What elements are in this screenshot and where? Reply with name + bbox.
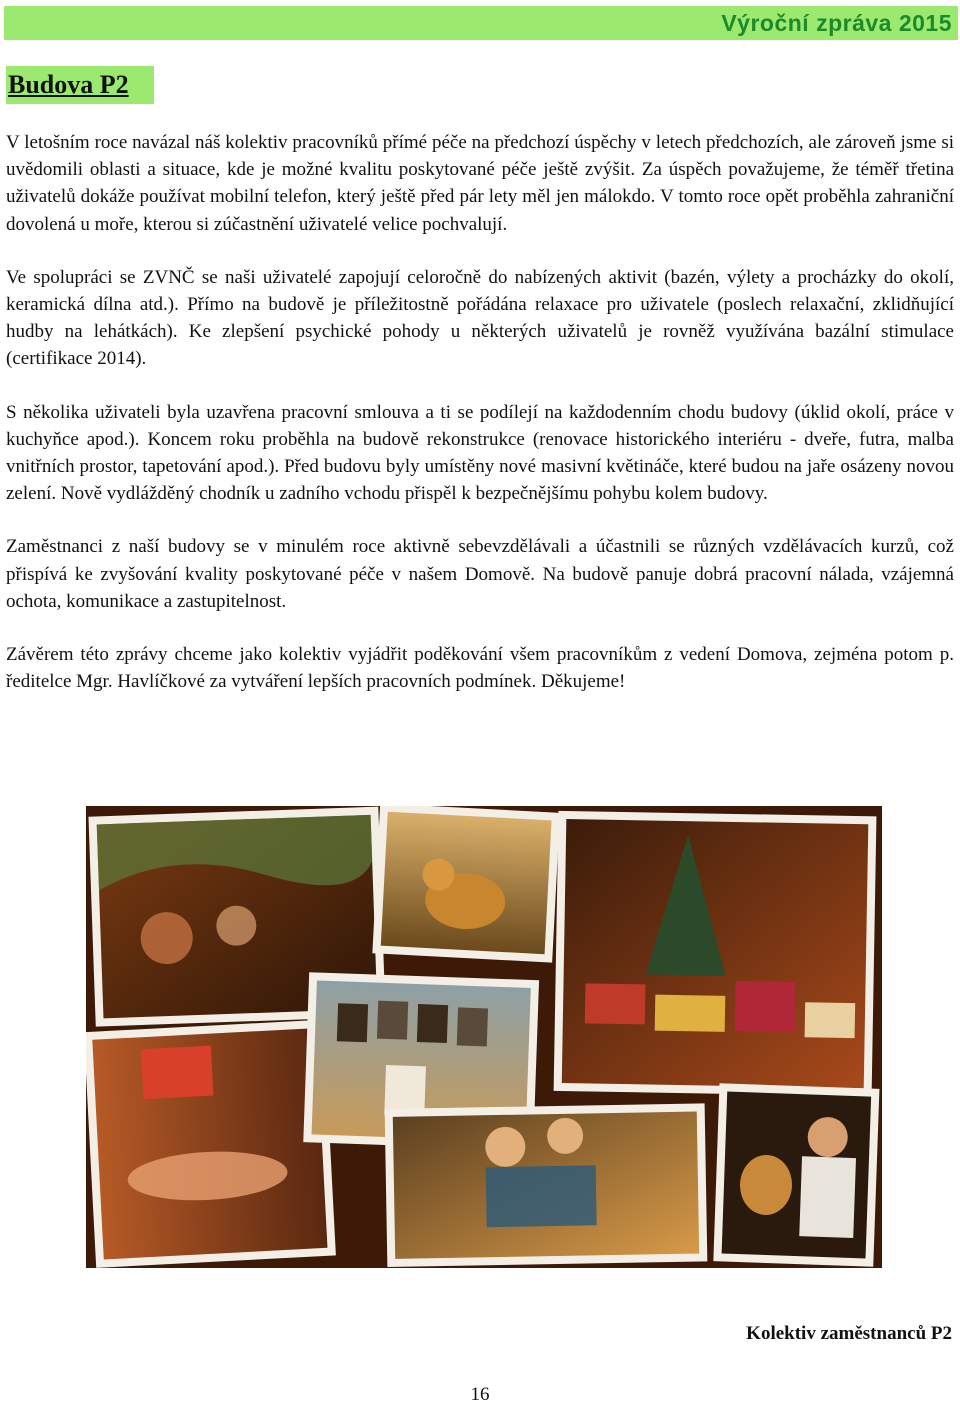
- paragraph-3: S několika uživateli byla uzavřena pracovní smlouva a ti se podílejí na každodenním chodu budovy (úklid okolí, práce v kuchyňce apod.). Koncem roku proběhla na budově rekonstrukce (renovace historického interiéru - dveře, futra, malba vnitřních prostor, tapetování apod.). Před budovu byly umístěny nové masivní květináče, které budou na jaře osázeny novou zelení. Nově vydlážděný chodník u zadního vchodu přispěl k bezpečnějšímu pohybu kolem budovy.: [6, 401, 954, 505]
- page-number: 16: [470, 1384, 490, 1405]
- photo-man-dog: [713, 1083, 879, 1266]
- paragraph-5: Závěrem této zprávy chceme jako kolektiv vyjádřit poděkování všem pracovníkům z vedení Domova, zejména potom p. ředitelce Mgr. Havlíčkové za vytváření lepších pracovních podmínek. Děkujeme!: [6, 644, 954, 693]
- section-title: Budova P2: [8, 70, 129, 99]
- header-bar: [4, 6, 958, 40]
- report-title: Výroční zpráva 2015: [721, 10, 952, 36]
- photo-christmas: [554, 811, 877, 1097]
- paragraph-4: Zaměstnanci z naší budovy se v minulém roce aktivně sebevzdělávali a účastnili se různých vzdělávacích kurzů, což přispívá ke zvyšování kvality poskytované péče v našem Domově. Na budově panuje dobrá pracovní nálada, vzájemná ochota, komunikace a zastupitelnost.: [6, 536, 954, 612]
- photo-relaxation: [86, 1020, 336, 1268]
- paragraph-2: Ve spolupráci se ZVNČ se naši uživatelé zapojují celoročně do nabízených aktivit (bazén, výlety a procházky do okolí, keramická dílna atd.). Přímo na budově je příležitostně pořádána relaxace pro uživatele (poslech relaxační, zklidňující hudby na lehátkách). Ke zlepšení psychické pohody u některých uživatelů je rovněž využívána bazální stimulace (certifikace 2014).: [6, 266, 954, 370]
- section-heading: [6, 66, 154, 104]
- signature: Kolektiv zaměstnanců P2: [746, 1323, 952, 1344]
- paragraph-1: V letošním roce navázal náš kolektiv pracovníků přímé péče na předchozí úspěchy v letech předchozích, ale zároveň jsme si uvědomili oblasti a situace, kde je možné kvalitu poskytované péče ještě zvýšit. Za úspěch považujeme, že téměř třetina uživatelů dokáže používat mobilní telefon, který ještě před pár lety měl jen málokdo. V tomto roce opět proběhla zahraniční dovolená u moře, kterou si zúčastnění uživatelé velice pochvalují.: [6, 132, 954, 235]
- body-text: [6, 129, 954, 721]
- photo-party: [385, 1103, 708, 1267]
- photo-collage: [86, 806, 882, 1268]
- photo-dog: [372, 806, 560, 963]
